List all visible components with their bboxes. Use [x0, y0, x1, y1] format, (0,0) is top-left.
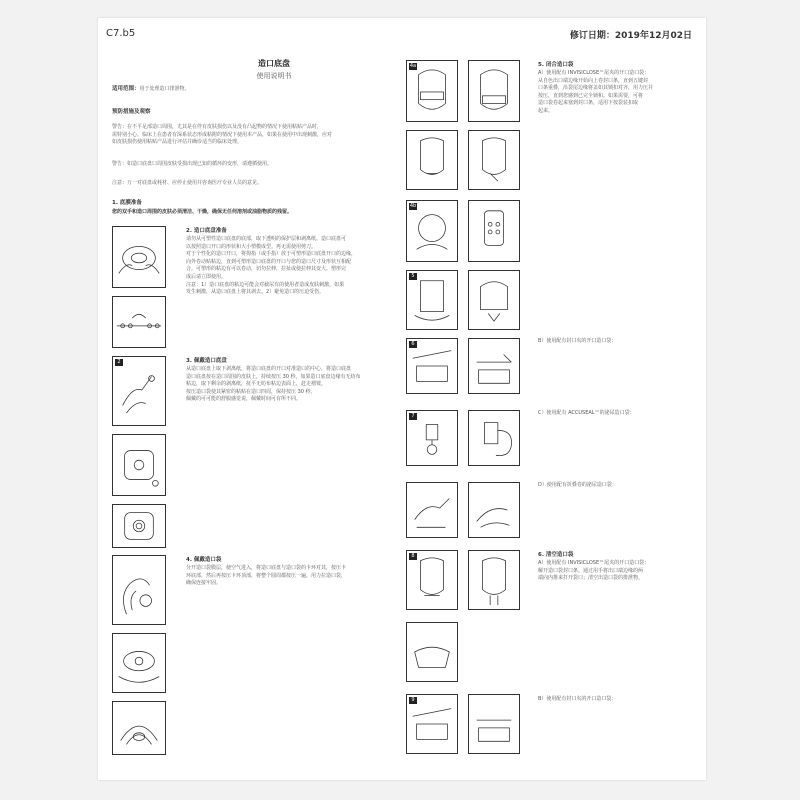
figure-6b-left	[406, 694, 458, 754]
section1-heading: 1. 底膜准备	[112, 200, 142, 206]
section3-text: 从造口底盘上取下剥离纸，将造口底盘的开口对准造口的中心，将造口底盘 造口底盘按在造口周围的皮肤上，持续按压 30 秒。如果造口底盘边缘有无纺布 粘边，取下剩余的剥离纸，抚平无纺布粘边表面上，赶走褶皱。 按压造口袋使其紧密的粘贴在造口四周，保持按压 30 秒。 佩戴的可可能的舒服感觉说，佩戴时间可有所不同。	[186, 366, 361, 403]
warning-paragraph-2: 警告：如造口底盘口周围皮肤受损出现已知的循环的变形，请遵循使用。	[112, 161, 273, 167]
figure-5b-left	[406, 338, 458, 394]
figure-5d-left	[406, 482, 458, 538]
step3-figure-b	[112, 434, 166, 496]
section2-text: 请勿从可塑性造口底盘的底部，取下透明的保护层和剥离纸。造口底盘可 以按照造口开口的形状和大小塑模成型。再无需使用剪刀。 对于个性化的造口开口，将拇指（或手指）放于可塑形造口底盘开口的边缘， 向外卷动贴粘边，直到可塑形造口底盘的开口与您的造口尺寸及形状互相配 合。可塑形的粘边有可以卷动，切勿拉伸，拉扯或使拉伸其变大。塑形完 成后请立即使用。 注意：1）造口底盘的粘边可能会对截尿有的使用者造成皮肤刺激，如果 发生刺激，从造口底盘上将其剥去。2）避免造口的压迫受伤。	[186, 236, 357, 296]
section4-text: 分开造口袋膜层，使空气进入，将造口底盘与造口袋的卡环对其，按压卡 环底部，然后再按压卡环顶部，将整个圆周都按压一遍，用力拉造口袋， 确保连接牢固。	[186, 565, 347, 587]
figure-6a-right	[468, 550, 520, 610]
figure-6b-right	[468, 694, 520, 754]
step4-figure-c	[112, 701, 166, 755]
section5-heading: 5. 闭合造口袋	[538, 62, 574, 68]
warning-paragraph-1: 警告：在不平足部造口周围，尤其是在伴有皮肤损伤以及没有凸起物的情况下使用粘贴产品时， 需特别小心。临床上在患者有深系状态形成粘附的情况下使用本产品，如果在使用中出现刺激，应对 如皮肤损伤使用粘贴产品进行评估并确诊适当的临床处理。	[112, 124, 333, 146]
section6-b-text: B）使用配有封口夹的开口造口袋：	[538, 696, 617, 702]
step2-figure-b	[112, 296, 166, 348]
section6-heading: 6. 清空造口袋	[538, 552, 574, 558]
figure-4b-left	[406, 200, 458, 262]
step4-figure-b	[112, 633, 166, 693]
step-badge: 2	[115, 359, 123, 366]
step-badge: 8	[409, 553, 417, 560]
step-badge: 7	[409, 413, 417, 420]
section4-heading: 4. 佩戴造口袋	[186, 557, 222, 563]
note-paragraph: 注意：万一对底盘或耗材、应停止使用并咨询医疗专业人员的意见。	[112, 180, 263, 186]
figure-4a-left	[406, 60, 458, 122]
step2-figure-a	[112, 226, 166, 288]
section5-d-text: D）使用配有折叠卷的泌尿造口袋：	[538, 482, 617, 488]
step-badge: 4a	[409, 63, 417, 69]
instruction-sheet	[98, 18, 706, 780]
figure-4a-lower-left	[406, 130, 458, 190]
step-badge: 4b	[409, 203, 417, 209]
document-title: 造口底盘	[258, 59, 290, 68]
step-badge: 9	[409, 697, 417, 704]
figure-5b-right	[468, 338, 520, 394]
ostomy-step-illustration-icon	[113, 227, 165, 287]
figure-4a-lower-right	[468, 130, 520, 190]
document-subtitle: 使用说明书	[256, 72, 292, 80]
usage-line: 适用范围：用于处理造口排泄物。	[112, 86, 190, 92]
step-badge: 6	[409, 341, 417, 348]
step3-figure-a	[112, 356, 166, 426]
section2-heading: 2. 造口底盘准备	[186, 228, 227, 234]
document-code: C7.b5	[106, 28, 136, 39]
section5-b-text: B）使用配有封口夹的开口造口袋：	[538, 338, 617, 344]
figure-5a-right	[468, 270, 520, 330]
figure-4b-right	[468, 200, 520, 262]
step3-figure-c	[112, 504, 166, 548]
section3-heading: 3. 佩戴造口底盘	[186, 358, 227, 364]
precautions-heading: 预防措施及观察	[112, 109, 151, 115]
section5-c-text: C）使用配有 ACCUSEAL™的泌尿造口袋：	[538, 410, 635, 416]
figure-4a-right	[468, 60, 520, 122]
section6-a-text: A）使用配有 INVISICLOSE™尾夹的开口造口袋： 解开造口袋封口条。通过用手将出口端边缘的两 端向内推来打开袋口；清空出造口袋的排泄物。	[538, 560, 650, 582]
section5-a-text: A）使用配有 INVISICLOSE™尾夹的开口造口袋： 从自色出口端边缘开始向上卷封口条，直到五键封 口条重叠，沿袋尾边缘将盖如其锁扣对齐，用力压并 按压，直到您感到已完全锁和。如果需要，可将 造口袋卷起来塞到封口条，适用下按袋装扣取 起来。	[538, 70, 654, 114]
figure-6a-lower	[406, 622, 458, 682]
revision-date: 修订日期：2019年12月02日	[569, 31, 692, 41]
section1-text: 您的双手和造口周围的皮肤必须清洁、干燥，确保无任何溶剂或油脂物质的残留。	[112, 209, 293, 215]
figure-6a-left	[406, 550, 458, 610]
figure-5a-left	[406, 270, 458, 330]
figure-5c-left	[406, 410, 458, 466]
pouch-closure-illustration-icon	[407, 61, 457, 121]
figure-5c-right	[468, 410, 520, 466]
step-badge: 5	[409, 273, 417, 280]
step4-figure-a	[112, 555, 166, 625]
figure-5d-right	[468, 482, 520, 538]
